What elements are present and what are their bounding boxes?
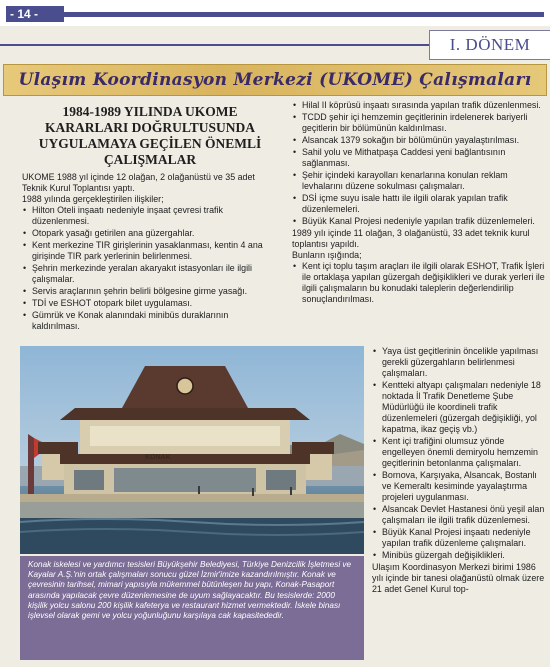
list-item: • TCDD şehir içi hemzemin geçitlerinin irdelenerek bariyerli geçitlerin bir bölümünün kaldırılması.	[292, 112, 546, 134]
left-bullet-list	[22, 205, 278, 332]
list-item: • Kent içi trafiğini olumsuz yönde engelleyen önemli demiryolu hemzemin geçitlerinin betonlanma çalışmaları.	[372, 436, 546, 469]
list-item: • Alsancak 1379 sokağın bir bölümünün yayalaştırılması.	[292, 135, 546, 146]
ferry-terminal-photo	[20, 346, 364, 554]
list-item: • Gümrük ve Konak alanındaki minibüs duraklarının kaldırılması.	[22, 310, 278, 332]
list-item: • DSİ içme suyu isale hattı ile ilgili olarak yapılan trafik düzenlemeleri.	[292, 193, 546, 215]
results-intro: Bunların ışığında;	[292, 250, 362, 260]
meetings-paragraph: 1989 yılı içinde 11 olağan, 3 olağanüstü, 33 adet teknik kurul toplantısı yapıldı.	[292, 228, 530, 249]
period-rule	[0, 44, 430, 46]
photo-caption: Konak iskelesi ve yardımcı tesisleri Büyükşehir Belediyesi, Türkiye Denizcilik İşletmesi ve Kayalar A.Ş.'nin ortak çalışmaları sonucu güzel İzmir'imize kazandırılmıştır. Konak ve çevresinin tarihsel, mimari yapısıyla mükemmel bütünleşen bu yapı, Konak-Pasaport arasında yapılacak çevre düzenlemesine de uyum sağlayacaktır. Bu tesislerde: 2000 kişilik yolcu salonu 200 kişilik kafeterya ve restaurant hizmet vermektedir. İskele binası işlevsel olarak gemi ve yolcu yoğunluğunu karşılaya cak kapasitededir.	[20, 556, 364, 660]
section-title: Ulaşım Koordinasyon Merkezi (UKOME) Çalışmaları	[18, 70, 532, 90]
list-item: • Büyük Kanal Projesi inşaatı nedeniyle yapılan trafik düzenleme çalışmaları.	[372, 527, 546, 549]
article-heading: 1984-1989 YILINDA UKOME KARARLARI DOĞRULTUSUNDA UYGULAMAYA GEÇİLEN ÖNEMLİ ÇALIŞMALAR	[38, 104, 262, 167]
list-item: • Şehir içindeki karayolları kenarlarına konulan reklam levhalarını düzene sokulması çalışmaları.	[292, 170, 546, 192]
right-column-lower	[372, 346, 546, 595]
header-rule	[62, 12, 544, 17]
list-item: • Sahil yolu ve Mithatpaşa Caddesi yeni bağlantısının sağlanması.	[292, 147, 546, 169]
page-number: - 14 -	[6, 6, 64, 22]
right-column	[292, 100, 546, 306]
list-item: • Hilton Oteli inşaatı nedeniyle inşaat çevresi trafik düzenlenmesi.	[22, 205, 278, 227]
period-label: I. DÖNEM	[429, 30, 550, 60]
list-item: • Kent içi toplu taşım araçları ile ilgili olarak ESHOT, Trafik İşleri ile ortaklaşa yapılan güzergah değişiklikleri ve durak yerleri ile ilgili çalışmaların bu konudaki taleplerin değerlendirilip sonuçlandırılması.	[292, 261, 546, 305]
list-item: • Bornova, Karşıyaka, Alsancak, Bostanlı ve Kemeraltı kesiminde yayalaştırma projeleri uygulanması.	[372, 470, 546, 503]
intro-paragraph: UKOME 1988 yıl içinde 12 olağan, 2 olağanüstü ve 35 adet Teknik Kurul Toplantısı yaptı.	[22, 172, 255, 193]
list-item: • Şehrin merkezinde yeralan akaryakıt istasyonları ile ilgili çalışmalar.	[22, 263, 278, 285]
list-item: • Kentteki altyapı çalışmaları nedeniyle 18 noktada İl Trafik Denetleme Şube Müdürlüğü ile koordineli trafik düzenlemeleri (güzergah değişikliği, yol kapatma, ikaz geçiş vb.)	[372, 380, 546, 435]
left-column	[22, 100, 278, 333]
list-item: • Otopark yasağı getirilen ana güzergahlar.	[22, 228, 278, 239]
section-banner	[3, 64, 547, 96]
intro-paragraph-2: 1988 yılında gerçekleştirilen ilişkiler;	[22, 194, 164, 204]
right-bullet-list	[292, 100, 546, 227]
list-item: • Büyük Kanal Projesi nedeniyle yapılan trafik düzenlemeleri.	[292, 216, 546, 227]
transit-list	[292, 261, 546, 305]
list-item: • Servis araçlarının şehrin belirli bölgesine girme yasağı.	[22, 286, 278, 297]
list-item: • TDİ ve ESHOT otopark bilet uygulaması.	[22, 298, 278, 309]
list-item: • Hilal II köprüsü inşaatı sırasında yapılan trafik düzenlenmesi.	[292, 100, 546, 111]
top-bar	[0, 0, 550, 26]
list-item: • Kent merkezine TIR girişlerinin yasaklanması, kentin 4 ana girişinde TIR park yerlerinin belirlenmesi.	[22, 240, 278, 262]
list-item: • Minibüs güzergah değişiklikleri.	[372, 550, 546, 561]
list-item: • Alsancak Devlet Hastanesi önü yeşil alan çalışmaları ile ilgili trafik düzenlemesi.	[372, 504, 546, 526]
building-sign: KONAK	[145, 454, 171, 461]
list-item: • Yaya üst geçitlerinin öncelikle yapılması gerekli güzergahların belirlenmesi çalışmaları.	[372, 346, 546, 379]
ferry-terminal-illustration	[20, 346, 364, 554]
right-lower-bullet-list	[372, 346, 546, 561]
closing-paragraph: Ulaşım Koordinasyon Merkezi birimi 1986 yılı içinde bir tanesi olağanüstü olmak üzere 21 adet Genel Kurul top-	[372, 562, 545, 594]
